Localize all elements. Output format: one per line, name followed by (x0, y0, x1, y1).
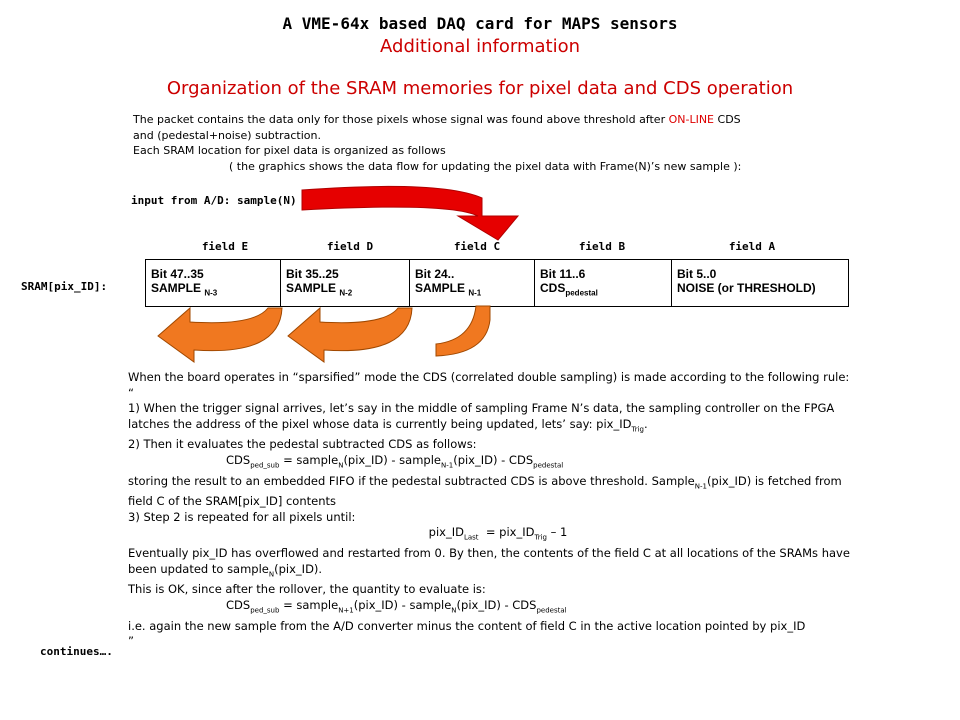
body-step-3: 3) Step 2 is repeated for all pixels until: (128, 509, 356, 524)
open-quote: “ (128, 385, 134, 400)
page-subtitle: Additional information (380, 36, 580, 57)
section-heading: Organization of the SRAM memories for pixel data and CDS operation (166, 78, 794, 99)
close-quote: ” (128, 634, 134, 649)
formula-2: $pix\_ID_{Last}$ = $pix\_ID_{Trig} - 1$ (428, 525, 568, 542)
intro-line-3: Each SRAM location for pixel data is organized as follows (133, 144, 446, 157)
intro-line-4: ( the graphics shows the data flow for updating the pixel data with Frame(N)’s new sample ): (229, 159, 742, 173)
sram-cell-field-d: Bit 35..25 SAMPLE $_{N-2}$ (281, 260, 410, 307)
field-label-e: field E (201, 240, 249, 253)
body-p4: storing the result to an embedded FIFO if the pedestal subtracted CDS is above threshold. Sample$_{N-1}$(pix_ID) is fetched from field C of the SRAM[pix_ID] contents (128, 473, 842, 509)
formula-1: $CDS_{ped\_sub}$ = sample$_N$(pix_ID) - sample$_{N-1}$(pix_ID) - $CDS_{pedestal}$ (226, 452, 564, 470)
field-label-a: field A (728, 240, 776, 253)
sram-cell-field-e: Bit 47..35 SAMPLE $_{N-3}$ (146, 260, 281, 307)
body-p8: i.e. again the new sample from the A/D converter minus the content of field C in the active location pointed by pix_ID (128, 618, 806, 633)
intro-line-1: The packet contains the data only for those pixels whose signal was found above threshold after ON-LINE CDS (133, 113, 741, 126)
sram-label: SRAM[pix_ID]: (21, 280, 108, 293)
body-text (128, 370, 868, 650)
body-step-2: 2) Then it evaluates the pedestal subtracted CDS as follows: (128, 437, 477, 452)
continues-label: continues…. (40, 645, 113, 658)
input-label: input from A/D: sample(N) (131, 194, 297, 207)
body-step-1: 1) When the trigger signal arrives, let’s say in the middle of sampling Frame N’s data, the sampling controller on the FPGA latches the address of the pixel whose data is currently being updated, lets’ say: $pix\_ID_{Trig}$. (128, 401, 835, 433)
page-title: A VME-64x based DAQ card for MAPS sensors (282, 14, 678, 33)
shift-arrow-c-to-d-icon (288, 308, 412, 362)
field-label-b: field B (578, 240, 626, 253)
sram-cell-field-b: Bit 11..6 $CDS_{pedestal}$ (535, 260, 672, 307)
field-label-d: field D (326, 240, 374, 253)
sram-cell-field-a: Bit 5..0 NOISE (or THRESHOLD) (672, 260, 849, 307)
input-arrow-icon (290, 176, 540, 246)
sram-cell-field-c: Bit 24.. SAMPLE $_{N-1}$ (410, 260, 535, 307)
body-p1: When the board operates in “sparsified” mode the CDS (correlated double sampling) is made according to the following rule: (128, 370, 850, 384)
body-p6: Eventually pix_ID has overflowed and restarted from 0. By then, the contents of the field C at all locations of the SRAMs have been updated to sample$_N$(pix_ID). (128, 546, 850, 578)
shift-arrow-d-to-e-icon (158, 308, 282, 362)
online-highlight: ON-LINE (668, 113, 715, 126)
body-p7: This is OK, since after the rollover, the quantity to evaluate is: (128, 582, 486, 597)
shift-arrows (150, 300, 510, 370)
formula-3: $CDS_{ped\_sub}$ = sample$_{N+1}$(pix_ID) - sample$_N$(pix_ID) - $CDS_{pedestal}$ (226, 597, 567, 615)
shift-arrow-input-tail-icon (436, 306, 490, 356)
field-label-c: field C (453, 240, 501, 253)
intro-line-2: and (pedestal+noise) subtraction. (133, 128, 321, 142)
intro-text (133, 112, 833, 174)
